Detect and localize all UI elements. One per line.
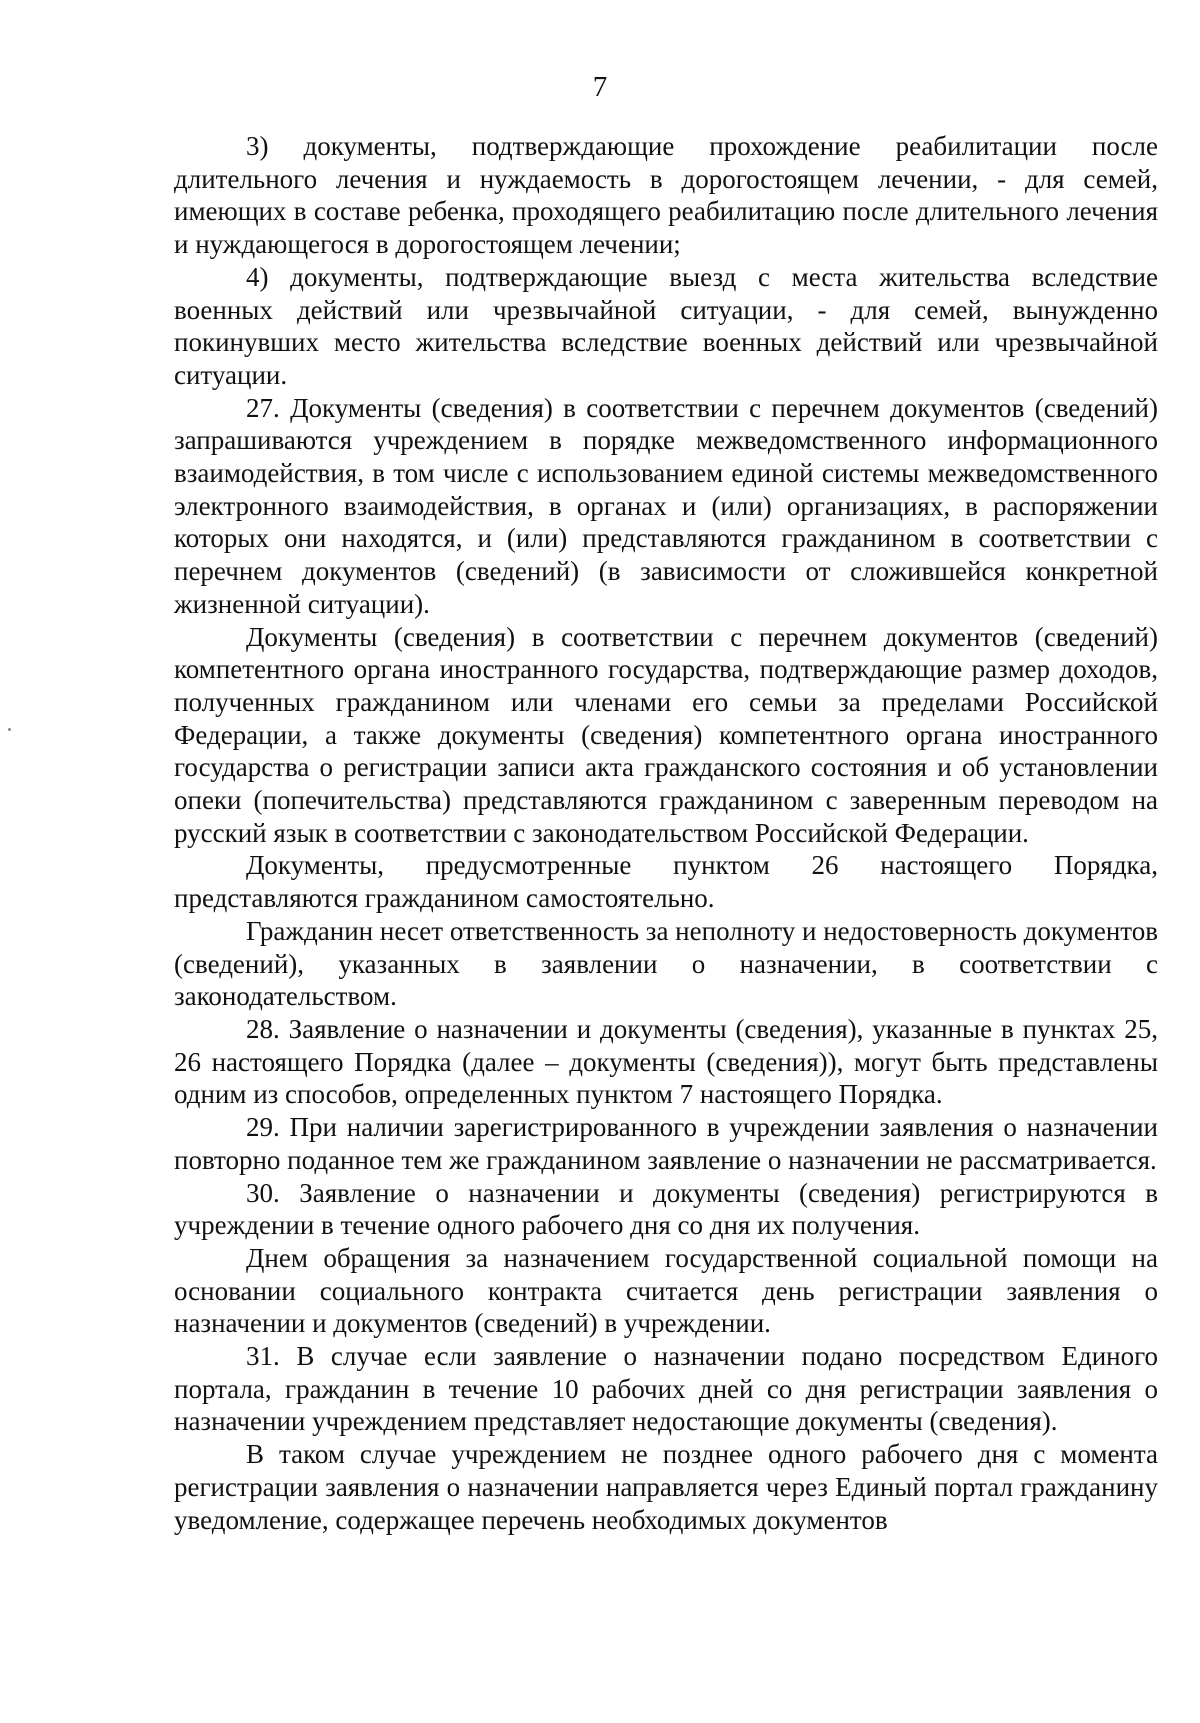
paragraph-item-4: 4) документы, подтверждающие выезд с места жительства вследствие военных действий или чрезвычайной ситуации, - для семей, вынужденно покинувших место жительства вследствие военных действий или чрезвычайной ситуации. (174, 261, 1158, 390)
paragraph-29: 29. При наличии зарегистрированного в учреждении заявления о назначении повторно поданное тем же гражданином заявление о назначении не рассматривается. (174, 1112, 1158, 1175)
paragraph-31-notification: В таком случае учреждением не позднее одного рабочего дня с момента регистрации заявления о назначении направляется через Единый портал гражданину уведомление, содержащее перечень необходимых документов (174, 1439, 1158, 1535)
paragraph-27: 27. Документы (сведения) в соответствии с перечнем документов (сведений) запрашиваются учреждением в порядке межведомственного информационного взаимодействия, в том числе с использованием единой системы межведомственного электронного взаимодействия, в органах и (или) организациях, в распоряжении которых они находятся, и (или) представляются гражданином в соответствии с перечнем документов (сведений) (в зависимости от сложившейся конкретной жизненной ситуации). (174, 392, 1158, 619)
paragraph-27-self-submitted: Документы, предусмотренные пунктом 26 настоящего Порядка, представляются гражданином самостоятельно. (174, 850, 1158, 914)
paragraph-27-foreign-documents: Документы (сведения) в соответствии с перечнем документов (сведений) компетентного органа иностранного государства, подтверждающие размер доходов, полученных гражданином или членами его семьи за пределами Российской Федерации, а также документы (сведения) компетентного органа иностранного государства о регистрации записи акта гражданского состояния и об установлении опеки (попечительства) представляются гражданином с заверенным переводом на русский язык в соответствии с законодательством Российской Федерации. (174, 621, 1158, 848)
page-number: 7 (592, 71, 608, 103)
paragraph-30-application-date: Днем обращения за назначением государственной социальной помощи на основании социального контракта считается день регистрации заявления о назначении и документов (сведений) в учреждении. (174, 1242, 1158, 1339)
paragraph-item-3: 3) документы, подтверждающие прохождение реабилитации после длительного лечения и нуждаемость в дорогостоящем лечении, - для семей, имеющих в составе ребенка, проходящего реабилитацию после длительного лечения и нуждающегося в дорогостоящем лечении; (174, 131, 1158, 260)
document-body (174, 130, 1158, 1536)
paragraph-31: 31. В случае если заявление о назначении подано посредством Единого портала, гражданин в течение 10 рабочих дней со дня регистрации заявления о назначении учреждением представляет недостающие документы (сведения). (174, 1341, 1158, 1437)
paragraph-30: 30. Заявление о назначении и документы (сведения) регистрируются в учреждении в течение одного рабочего дня со дня их получения. (174, 1177, 1158, 1241)
paragraph-28: 28. Заявление о назначении и документы (сведения), указанные в пунктах 25, 26 настоящего Порядка (далее – документы (сведения)), могут быть представлены одним из способов, определенных пунктом 7 настоящего Порядка. (174, 1013, 1158, 1110)
paragraph-27-responsibility: Гражданин несет ответственность за неполноту и недостоверность документов (сведений), указанных в заявлении о назначении, в соответствии с законодательством. (174, 915, 1158, 1012)
margin-mark (8, 728, 11, 731)
